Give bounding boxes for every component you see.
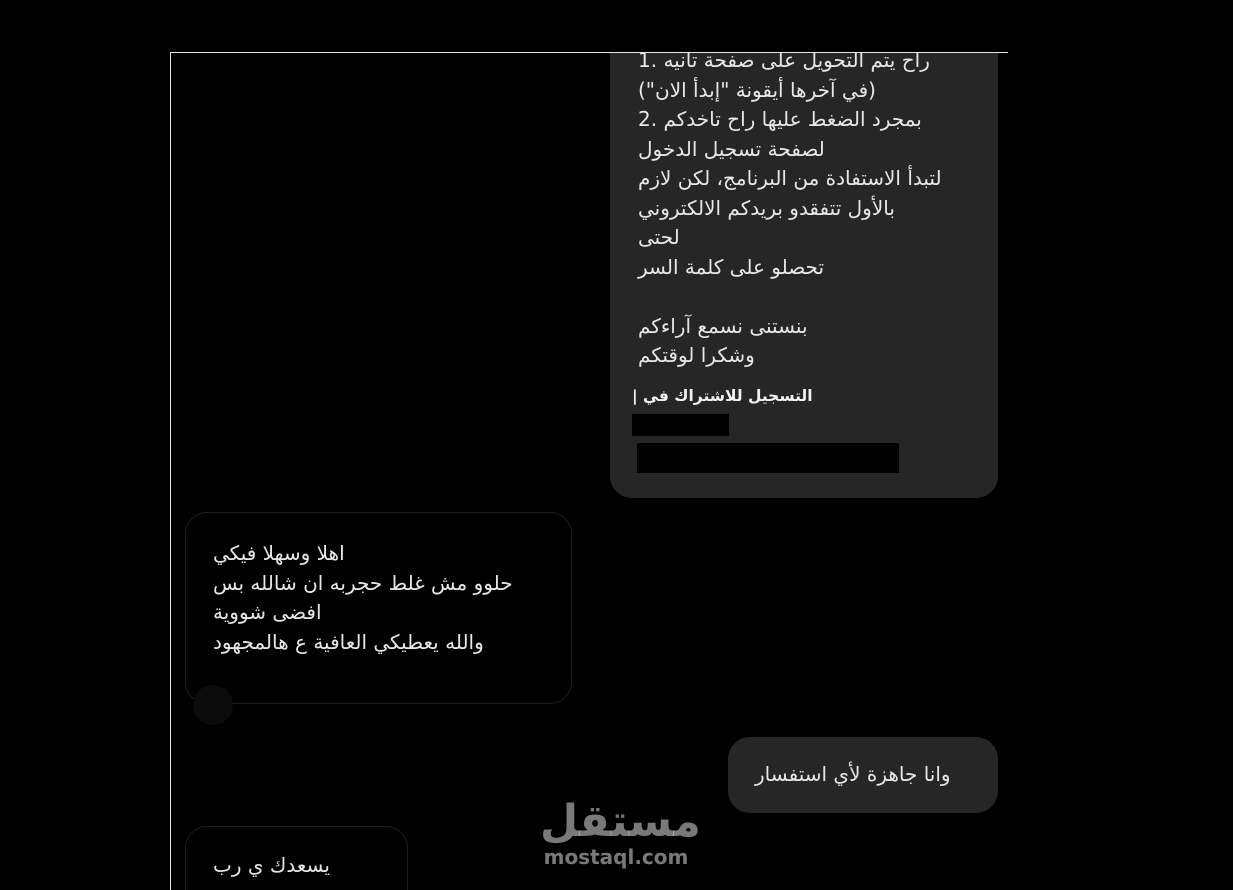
redaction-block bbox=[632, 414, 729, 436]
redaction-block bbox=[637, 443, 899, 473]
message-line: والله يعطيكي العافية ع هالمجهود bbox=[213, 629, 484, 654]
message-text bbox=[213, 539, 513, 657]
watermark-latin: mostaql.com bbox=[543, 845, 689, 869]
message-line: اهلا وسهلا فيكي bbox=[213, 541, 345, 565]
watermark-logo bbox=[540, 796, 701, 872]
outgoing-message-available[interactable] bbox=[728, 737, 998, 813]
message-line: افضى شووية bbox=[213, 600, 322, 624]
message-line: وشكرا لوقتكم bbox=[638, 343, 755, 367]
message-line: لحتى bbox=[638, 225, 680, 249]
avatar[interactable] bbox=[193, 685, 233, 725]
message-line: راح يتم التحويل على صفحة تانيه .1 bbox=[638, 52, 930, 72]
message-line: لتبدأ الاستفادة من البرنامج، لكن لازم bbox=[638, 166, 942, 190]
incoming-message-thanks[interactable] bbox=[185, 826, 408, 890]
message-line: (في آخرها أيقونة "إبدأ الان") bbox=[638, 77, 876, 102]
incoming-message-reply[interactable] bbox=[185, 512, 572, 704]
message-line: تحصلو على كلمة السر bbox=[638, 254, 825, 279]
message-text bbox=[638, 52, 942, 371]
message-line: بالأول تتفقدو بريدكم الالكتروني bbox=[638, 195, 895, 220]
message-text: يسعدك ي رب bbox=[213, 853, 330, 877]
watermark-arabic: مستقل bbox=[540, 796, 701, 847]
caption-line: التسجيل للاشتراك في | bbox=[632, 387, 813, 405]
message-text: وانا جاهزة لأي استفسار bbox=[755, 762, 951, 786]
chat-window bbox=[170, 52, 1008, 890]
message-line: حلوو مش غلط حجربه ان شالله بس bbox=[213, 570, 513, 595]
message-line: لصفحة تسجيل الدخول bbox=[638, 136, 825, 161]
message-line: بنستنى نسمع آراءكم bbox=[638, 313, 808, 338]
message-blank-line bbox=[638, 282, 942, 312]
message-line: بمجرد الضغط عليها راح تاخدكم .2 bbox=[638, 107, 922, 131]
